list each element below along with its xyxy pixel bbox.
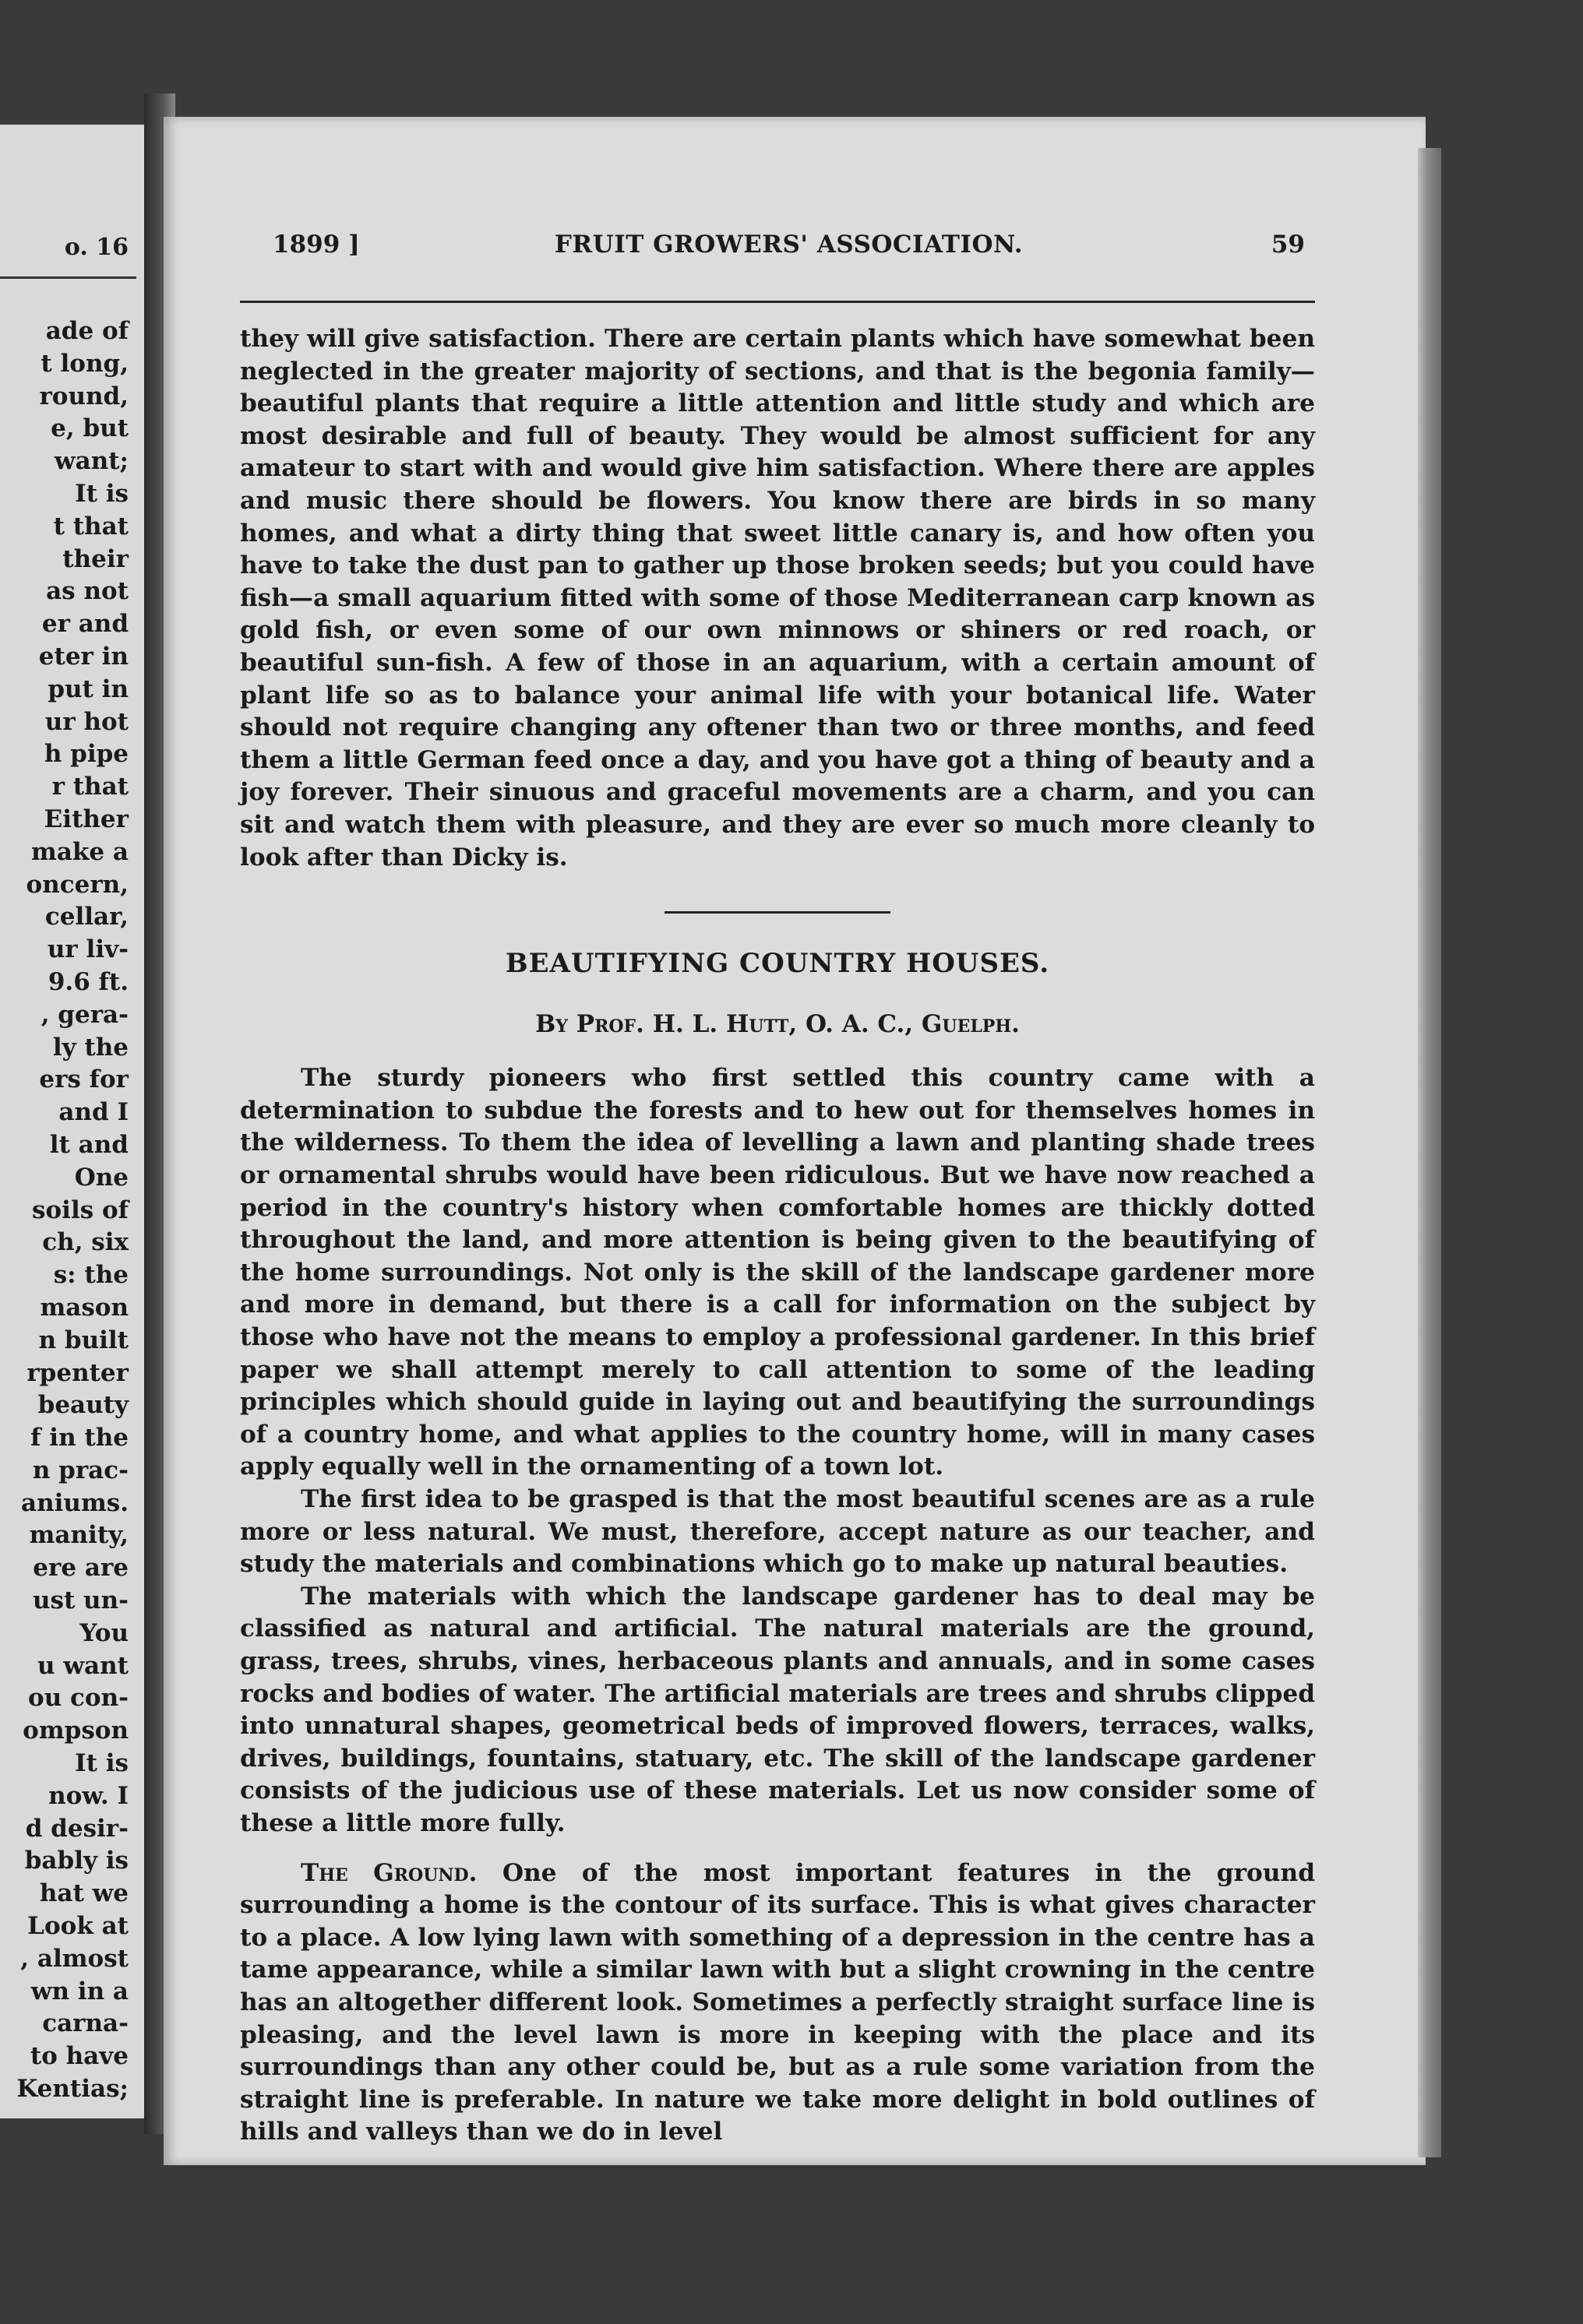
paragraph-heading: The Ground. bbox=[301, 1858, 478, 1887]
facing-page-line: mason bbox=[40, 1293, 129, 1322]
facing-page-line: You bbox=[79, 1618, 129, 1647]
facing-page-line: bably is bbox=[24, 1847, 129, 1875]
facing-page-line: aniums. bbox=[21, 1488, 129, 1517]
facing-page-line: ust un- bbox=[32, 1586, 129, 1615]
facing-page bbox=[0, 125, 144, 2118]
page-number: 59 bbox=[1271, 231, 1305, 259]
facing-page-line: ade of bbox=[45, 317, 129, 345]
facing-page-line: ers for bbox=[39, 1065, 129, 1094]
facing-page-line: ompson bbox=[23, 1717, 129, 1745]
facing-page-line: Kentias; bbox=[16, 2075, 129, 2104]
facing-page-line: lt and bbox=[49, 1130, 129, 1159]
facing-page-line: want; bbox=[54, 447, 129, 476]
facing-page-line: oncern, bbox=[26, 870, 129, 899]
facing-page-text bbox=[16, 315, 129, 2106]
facing-page-line: to have bbox=[30, 2042, 129, 2071]
facing-page-line: their bbox=[62, 544, 129, 573]
facing-page-line: ere are bbox=[33, 1554, 129, 1583]
facing-page-line: wn in a bbox=[30, 1977, 129, 2005]
section-title: BEAUTIFYING COUNTRY HOUSES. bbox=[505, 948, 1050, 980]
paragraph: The sturdy pioneers who first settled this country came with a determination to subdue the forests and to hew out for themselves homes in the wilderness. To them the idea of levelling a lawn and planting shade trees or ornamental shrubs would have been ridiculous. But we have now reached a period in the country's history when comfortable homes are thickly dotted throughout the land, and more attention is being given to the beautifying of the home surroundings. Not only is the skill of the landscape gardener more and more in demand, but there is a call for information on the subject by those who have not the means to employ a professional gardener. In this brief paper we shall attempt merely to call attention to some of the leading principles which should guide in laying out and beautifying the surroundings of a country home, and what applies to the country home, will in many cases apply equally well in the ornamenting of a town lot. bbox=[240, 1064, 1315, 1481]
section-divider bbox=[665, 911, 890, 914]
paragraph bbox=[240, 1857, 1315, 2149]
facing-page-line: manity, bbox=[29, 1521, 129, 1550]
paragraph: The first idea to be grasped is that the most beautiful scenes are as a rule more or less natural. We must, therefore, accept nature as our teacher, and study the materials and combinations which go to make up natural beauties. bbox=[240, 1485, 1315, 1579]
facing-page-line: cellar, bbox=[44, 903, 129, 931]
paragraph: The materials with which the landscape gardener has to deal may be classified as natural and artificial. The natural materials are the ground, grass, trees, shrubs, vines, herbaceous plants and annuals, and in some cases rocks and bodies of water. The artificial materials are trees and shrubs clipped into unnatural shapes, geometrical beds of improved flowers, terraces, walks, drives, buildings, fountains, statuary, etc. The skill of the landscape gardener consists of the judicious use of these materials. Let us now consider some of these a little more fully. bbox=[240, 1582, 1315, 1837]
facing-page-line: h pipe bbox=[44, 740, 129, 769]
facing-page-line: round, bbox=[39, 382, 129, 410]
facing-page-line: t long, bbox=[41, 349, 129, 378]
facing-page-line: and I bbox=[58, 1098, 129, 1127]
facing-page-line: as not bbox=[46, 577, 129, 606]
header-year: 1899 ] bbox=[273, 231, 360, 259]
facing-page-line: f in the bbox=[30, 1424, 129, 1452]
facing-page-line: t that bbox=[53, 512, 129, 541]
facing-page-line: r that bbox=[51, 773, 129, 801]
facing-page-line: ur liv- bbox=[47, 935, 129, 964]
facing-page-line: make a bbox=[31, 837, 129, 866]
facing-page-line: hat we bbox=[39, 1879, 129, 1908]
page-body bbox=[240, 323, 1315, 2149]
facing-page-line: s: the bbox=[53, 1261, 129, 1290]
facing-page-line: put in bbox=[48, 674, 129, 703]
facing-page-line: er and bbox=[41, 610, 129, 639]
running-header bbox=[273, 231, 1305, 269]
facing-page-line: ly the bbox=[52, 1033, 129, 1062]
facing-page-line: One bbox=[74, 1163, 129, 1192]
facing-page-rule bbox=[0, 276, 136, 279]
facing-page-line: now. I bbox=[48, 1781, 129, 1810]
facing-page-line: 9.6 ft. bbox=[48, 967, 129, 996]
header-rule bbox=[240, 301, 1315, 303]
facing-page-line: It is bbox=[75, 1749, 129, 1778]
paragraph: they will give satisfaction. There are certain plants which have somewhat been neglected in the greater majority of sections, and that is the begonia family—beautiful plants that require a little attention and little study and which are most desirable and full of beauty. They would be almost sufficient for any amateur to start with and would give him satisfaction. Where there are apples and music there should be flowers. You know there are birds in so many homes, and what a dirty thing that sweet little canary is, and how often you have to take the dust pan to gather up those broken seeds; but you could have fish—a small aquarium fitted with some of those Mediterranean carp known as gold fish, or even some of our own minnows or shiners or red roach, or beautiful sun-fish. A few of those in an aquarium, with a certain amount of plant life so as to balance your animal life with your botanical life. Water should not require changing any oftener than two or three months, and feed them a little German feed once a day, and you have got a thing of beauty and a joy forever. Their sinuous and graceful movements are a charm, and you can sit and watch them with pleasure, and they are ever so much more cleanly to look after than Dicky is. bbox=[240, 325, 1315, 872]
facing-page-line: soils of bbox=[32, 1195, 129, 1224]
facing-page-line: rpenter bbox=[26, 1358, 129, 1387]
facing-page-header: o. 16 bbox=[64, 234, 129, 261]
facing-page-line: Either bbox=[44, 805, 129, 833]
facing-page-line: , gera- bbox=[41, 1000, 129, 1029]
byline: By Prof. H. L. Hutt, O. A. C., Guelph. bbox=[535, 1009, 1020, 1038]
facing-page-line: n prac- bbox=[32, 1456, 129, 1484]
facing-page-line: ch, six bbox=[42, 1228, 129, 1257]
facing-page-line: u want bbox=[37, 1651, 129, 1680]
facing-page-line: ou con- bbox=[28, 1684, 129, 1713]
facing-page-line: , almost bbox=[20, 1944, 129, 1973]
header-title: FRUIT GROWERS' ASSOCIATION. bbox=[554, 231, 1024, 259]
facing-page-line: eter in bbox=[38, 642, 129, 671]
facing-page-line: Look at bbox=[27, 1912, 129, 1941]
paragraph-text: One of the most important features in the ground surrounding a home is the contour of its surface. This is what gives character to a place. A low lying lawn with something of a depression in the centre has a tame appearance, while a similar lawn with but a slight crowning in the centre has an altogether different look. Sometimes a perfectly straight surface line is pleasing, and the level lawn is more in keeping with the place and its surroundings than any other could be, but as a rule some variation from the straight line is preferable. In nature we take more delight in bold outlines of hills and valleys than we do in level bbox=[240, 1858, 1315, 2146]
facing-page-line: ur hot bbox=[44, 707, 129, 736]
facing-page-line: d desir- bbox=[25, 1814, 129, 1843]
page-edge bbox=[1418, 148, 1441, 2157]
facing-page-line: carna- bbox=[42, 2009, 129, 2038]
facing-page-line: It is bbox=[75, 479, 129, 508]
facing-page-line: e, but bbox=[51, 414, 129, 443]
facing-page-line: beauty bbox=[37, 1391, 129, 1420]
facing-page-line: n built bbox=[38, 1326, 129, 1354]
